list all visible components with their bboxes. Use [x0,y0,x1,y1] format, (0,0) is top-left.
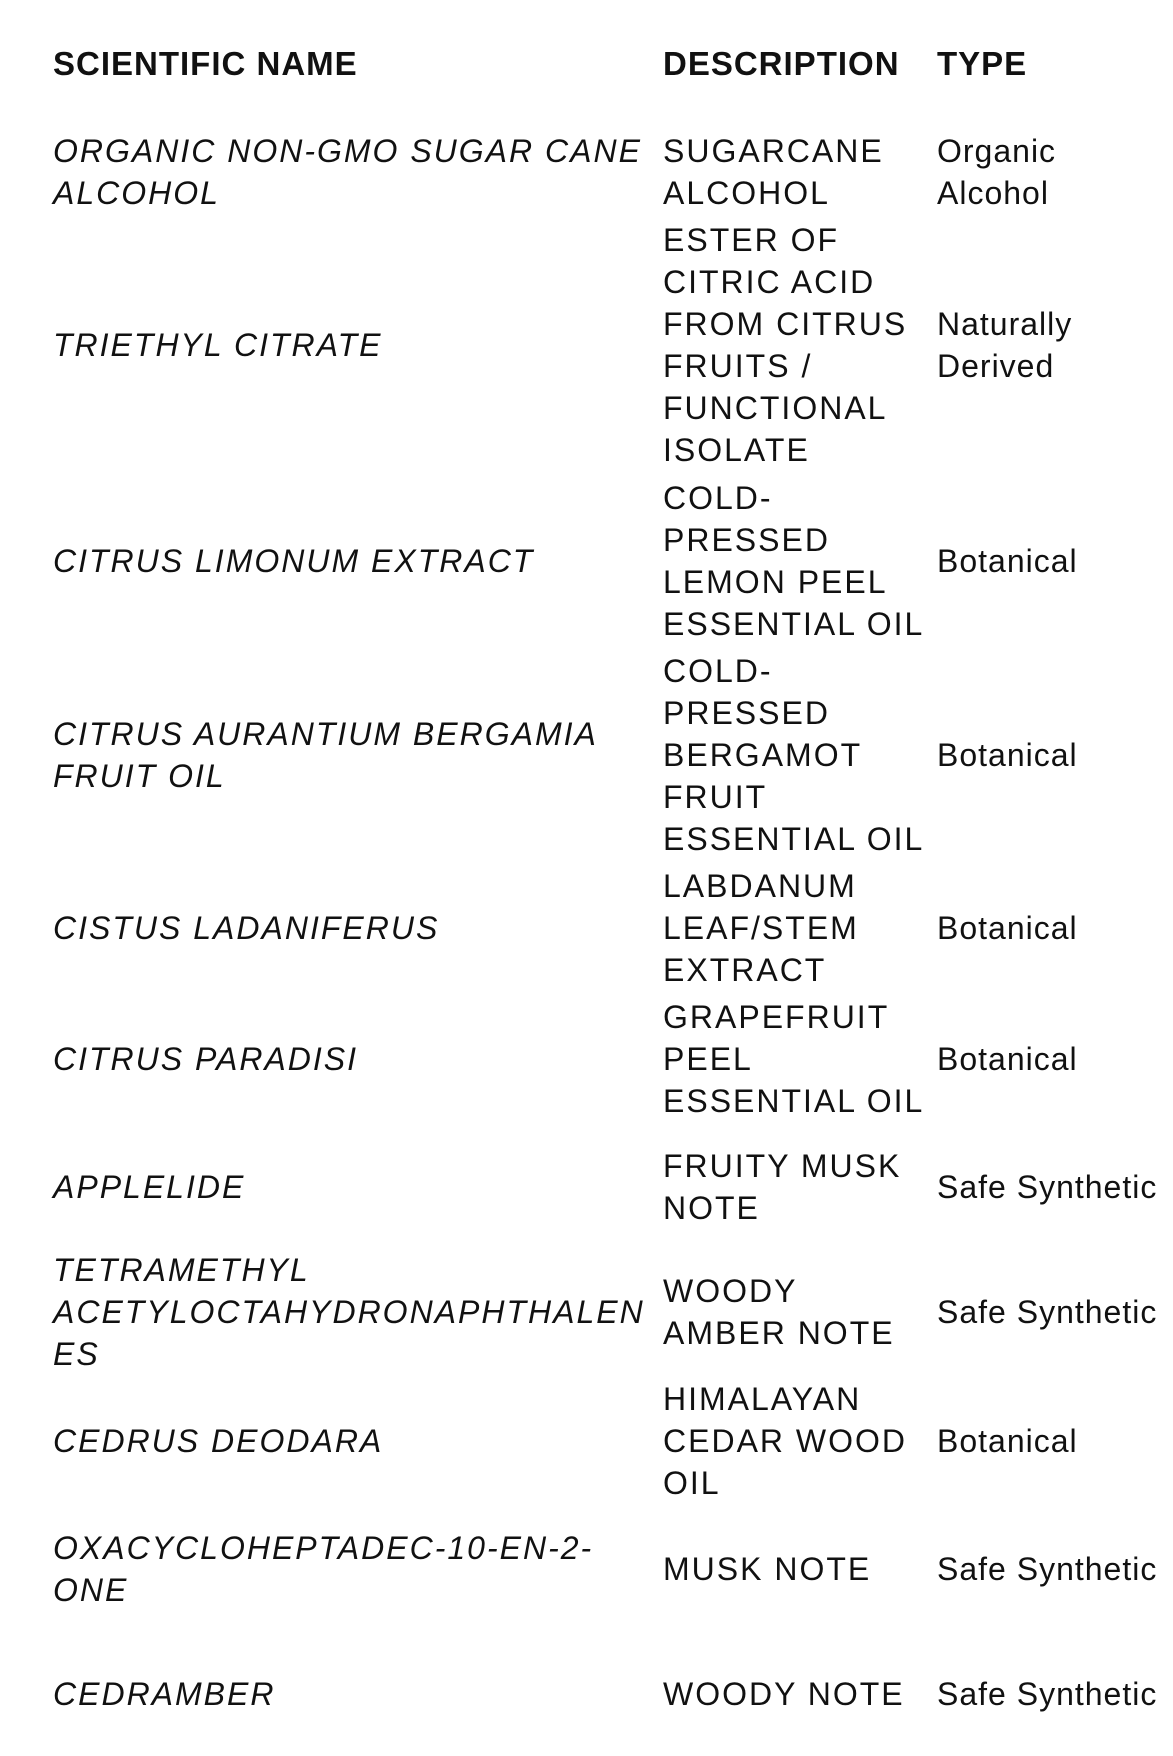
table-row [53,1507,1173,1631]
scientific-name-cell: CITRUS PARADISI [53,1040,358,1077]
ingredients-table [53,0,1173,1756]
description-cell: WOODY NOTE [663,1675,905,1712]
table-row [53,1631,1173,1756]
scientific-name-cell: CISTUS LADANIFERUS [53,909,440,946]
scientific-name-cell: CITRUS LIMONUM EXTRACT [53,543,535,579]
description-cell: LABDANUM LEAF/STEM EXTRACT [663,867,859,988]
type-cell: Botanical [937,1040,1078,1077]
scientific-name-cell: APPLELIDE [53,1168,246,1205]
header-row [53,0,1173,128]
table-row [53,993,1173,1124]
description-cell: HIMALAYAN CEDAR WOOD OIL [663,1381,907,1501]
ingredients-table-container [53,0,1158,1755]
column-header-type: TYPE [937,45,1028,82]
description-cell: GRAPEFRUIT PEEL ESSENTIAL OIL [663,998,925,1119]
type-cell: Safe Synthetic [937,1168,1158,1205]
description-cell: COLD-PRESSED LEMON PEEL ESSENTIAL OIL [663,480,925,642]
description-cell: WOODY AMBER NOTE [663,1273,895,1351]
type-cell: Naturally Derived [937,306,1073,384]
table-body [53,128,1173,1756]
description-cell: COLD-PRESSED BERGAMOT FRUIT ESSENTIAL OIL [663,652,925,857]
type-cell: Organic Alcohol [937,132,1057,211]
scientific-name-cell: CITRUS AURANTIUM BERGAMIA FRUIT OIL [53,715,597,794]
type-cell: Botanical [937,909,1078,946]
table-row [53,1375,1173,1507]
description-cell: FRUITY MUSK NOTE [663,1147,902,1226]
scientific-name-cell: ORGANIC NON-GMO SUGAR CANE ALCOHOL [53,132,642,211]
type-cell: Safe Synthetic [937,1294,1158,1330]
description-cell: SUGARCANE ALCOHOL [663,132,884,211]
scientific-name-cell: TRIETHYL CITRATE [53,327,383,363]
description-cell: MUSK NOTE [663,1551,872,1587]
table-row [53,1124,1173,1249]
type-cell: Botanical [937,543,1078,579]
table-header [53,0,1173,128]
type-cell: Safe Synthetic [937,1675,1158,1712]
scientific-name-cell: OXACYCLOHEPTADEC-10-EN-2-ONE [53,1530,594,1608]
column-header-scientific-name: SCIENTIFIC NAME [53,45,358,82]
type-cell: Botanical [937,736,1078,773]
scientific-name-cell: CEDRAMBER [53,1675,276,1712]
column-header-description: DESCRIPTION [663,45,900,82]
table-row [53,862,1173,993]
description-cell: ESTER OF CITRIC ACID FROM CITRUS FRUITS / FUNCTIONAL ISOLATE [663,222,908,468]
type-cell: Safe Synthetic [937,1551,1158,1587]
table-row [53,475,1173,647]
table-row [53,1249,1173,1375]
table-row [53,215,1173,475]
table-row [53,128,1173,215]
scientific-name-cell: CEDRUS DEODARA [53,1423,384,1459]
scientific-name-cell: TETRAMETHYL ACETYLOCTAHYDRONAPHTHALENES [53,1252,645,1372]
type-cell: Botanical [937,1423,1078,1459]
table-row [53,647,1173,862]
